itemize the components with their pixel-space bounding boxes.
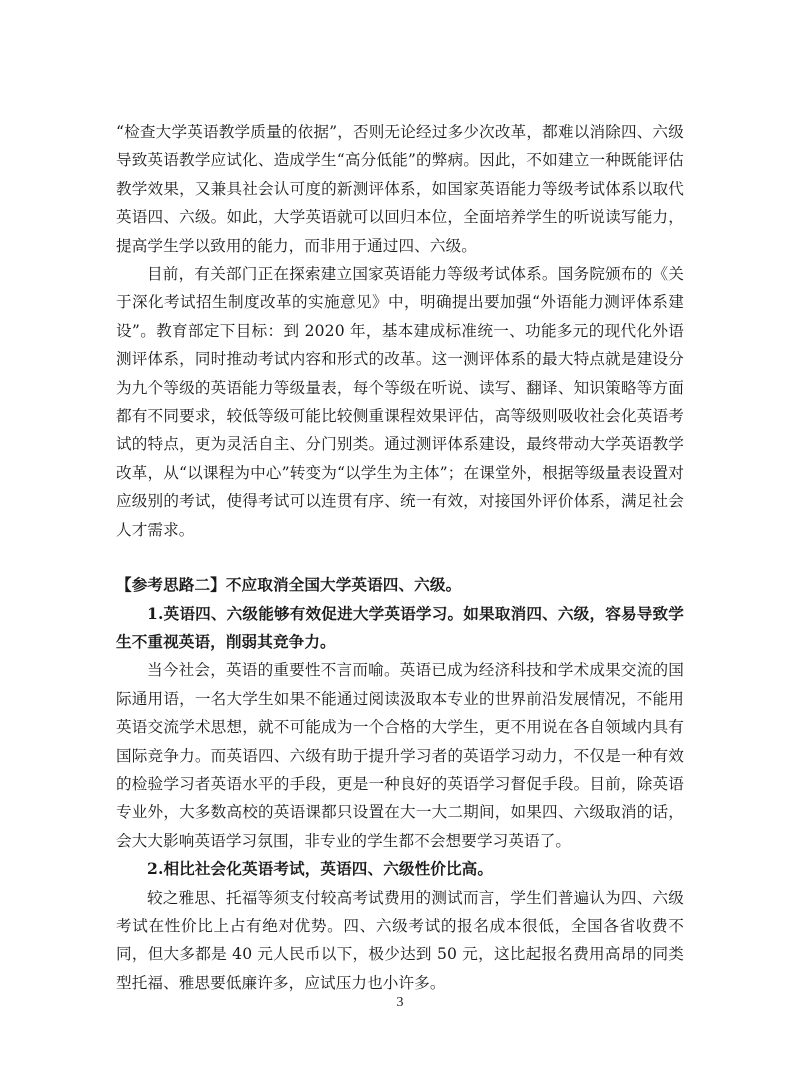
page-number: 3 xyxy=(396,995,404,1010)
section-spacer xyxy=(116,544,684,571)
document-body xyxy=(116,118,684,997)
section-heading-reference-two: 【参考思路二】不应取消全国大学英语四、六级。 xyxy=(116,575,462,595)
subheading-point-two: 2.相比社会化英语考试，英语四、六级性价比高。 xyxy=(147,859,494,879)
paragraph-english-importance: 当今社会，英语的重要性不言而喻。英语已成为经济科技和学术成果交流的国际通用语，一名大学生如果不能通过阅读汲取本专业的世界前沿发展情况，不能用英语交流学术思想，就不可能成为一个合格的大学生，更不用说在各自领域内具有国际竞争力。而英语四、六级有助于提升学习者的英语学习动力，不仅是一种有效的检验学习者英语水平的手段，更是一种良好的英语学习督促手段。目前，除英语专业外，大多数高校的英语课都只设置在大一大二期间，如果四、六级取消的话，会大大影响英语学习氛围，非专业的学生都不会想要学习英语了。 xyxy=(116,661,684,850)
paragraph-continuation: “检查大学英语教学质量的依据”，否则无论经过多少次改革，都难以消除四、六级导致英语教学应试化、造成学生“高分低能”的弊病。因此，不如建立一种既能评估教学效果，又兼具社会认可度的新测评体系，如国家英语能力等级考试体系以取代英语四、六级。如此，大学英语就可以回归本位，全面培养学生的听说读写能力，提高学生学以致用的能力，而非用于通过四、六级。 xyxy=(116,123,684,255)
paragraph-current-reform: 目前，有关部门正在探索建立国家英语能力等级考试体系。国务院颁布的《关于深化考试招生制度改革的实施意见》中，明确提出要加强“外语能力测评体系建设”。教育部定下目标：到 2020 年，基本建成标准统一、功能多元的现代化外语测评体系，同时推动考试内容和形式的改革。这一测评体系的最大特点就是建设分为九个等级的英语能力等级量表，每个等级在听说、读写、翻译、知识策略等方面都有不同要求，较低等级可能比较侧重课程效果评估，高等级则吸收社会化英语考试的特点，更为灵活自主、分门别类。通过测评体系建设，最终带动大学英语教学改革，从“以课程为中心”转变为“以学生为主体”；在课堂外，根据等级量表设置对应级别的考试，使得考试可以连贯有序、统一有效，对接国外评价体系，满足社会人才需求。 xyxy=(116,265,684,539)
subheading-point-one: 1.英语四、六级能够有效促进大学英语学习。如果取消四、六级，容易导致学生不重视英语，削弱其竞争力。 xyxy=(116,603,684,651)
paragraph-cost-effectiveness: 较之雅思、托福等须支付较高考试费用的测试而言，学生们普遍认为四、六级考试在性价比上占有绝对优势。四、六级考试的报名成本很低，全国各省收费不同，但大多都是 40 元人民币以下，极少达到 50 元，这比起报名费用高昂的同类型托福、雅思要低廉许多，应试压力也小许多。 xyxy=(116,888,684,992)
